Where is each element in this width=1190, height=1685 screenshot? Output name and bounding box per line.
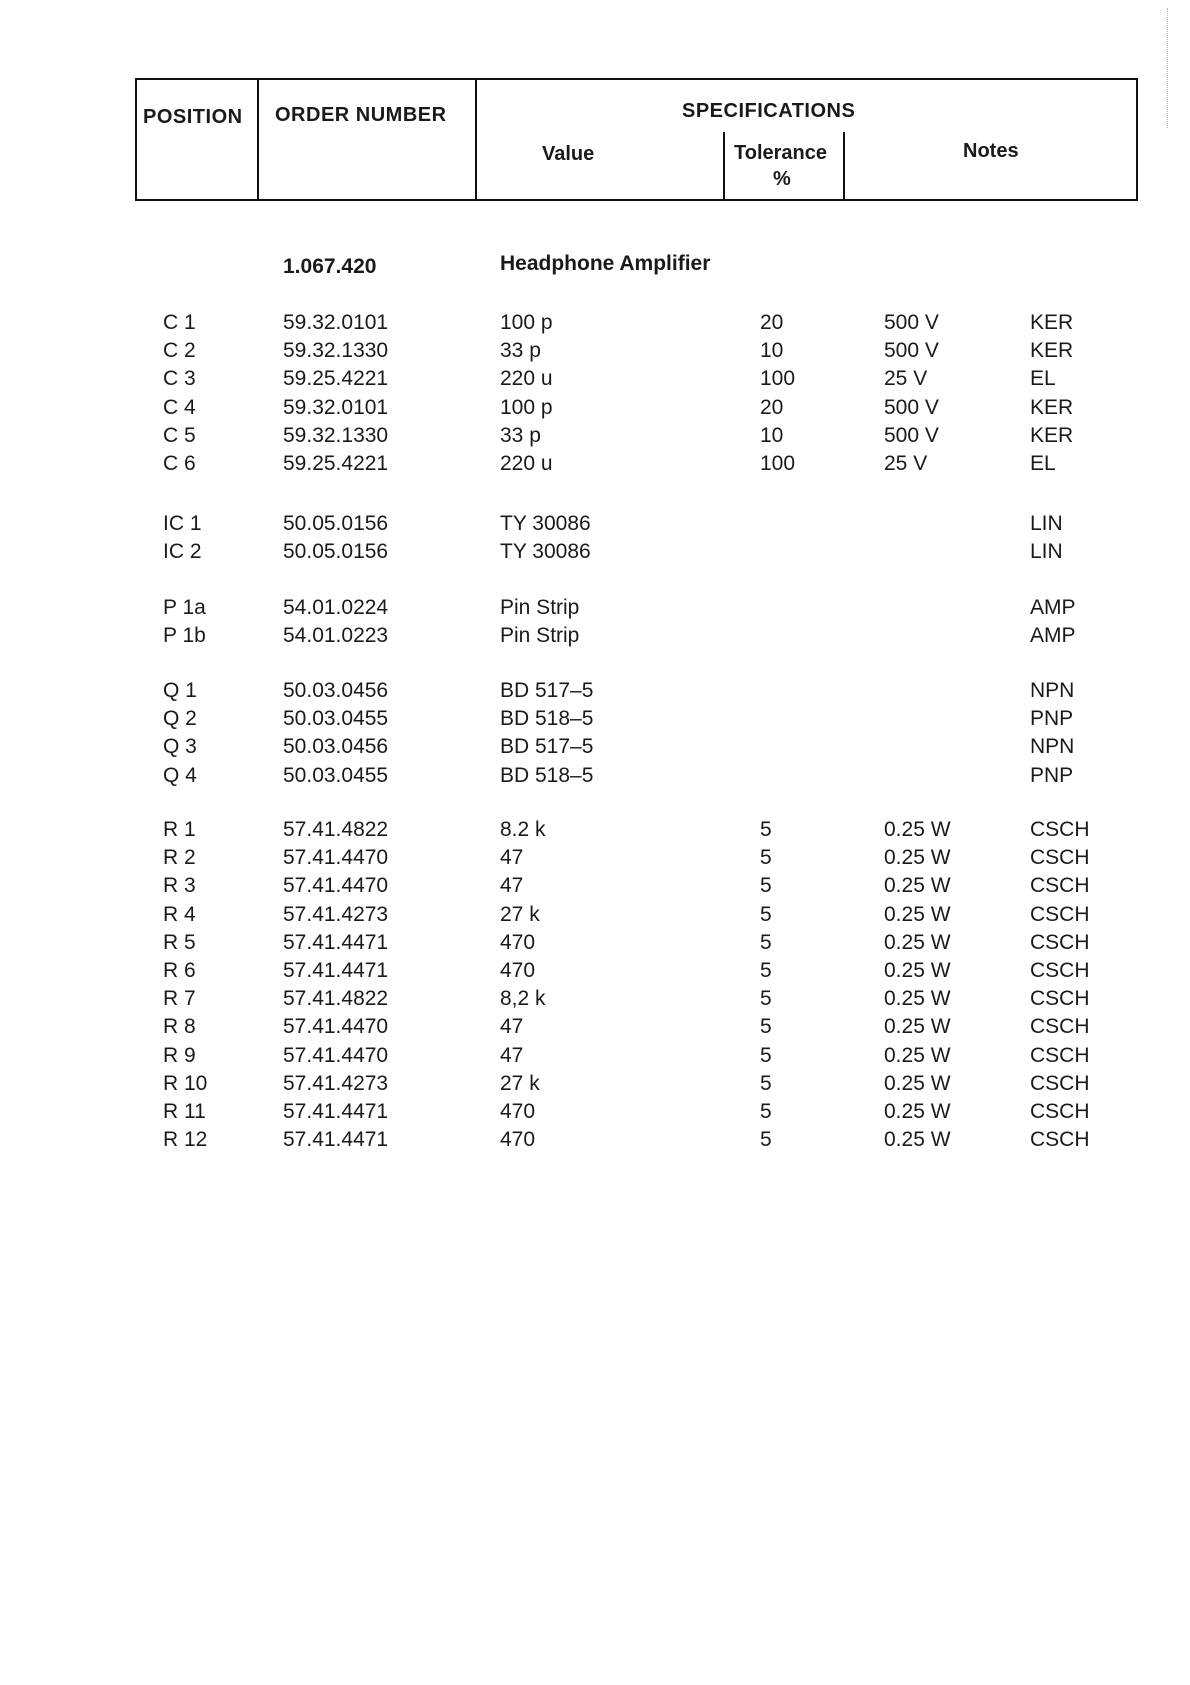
part-position: R 8	[163, 1015, 196, 1039]
assembly-order-number: 1.067.420	[283, 255, 377, 278]
table-row	[0, 1015, 1190, 1043]
part-rating: 0.25 W	[884, 846, 951, 870]
part-value: BD 517–5	[500, 735, 594, 759]
part-rating: 0.25 W	[884, 874, 951, 898]
part-type: CSCH	[1030, 959, 1090, 982]
part-position: P 1b	[163, 624, 206, 648]
part-tolerance: 10	[760, 423, 784, 447]
part-position: R 6	[163, 959, 196, 982]
part-type: CSCH	[1030, 846, 1090, 870]
part-value: 33 p	[500, 423, 541, 447]
part-position: R 7	[163, 987, 196, 1011]
table-row	[0, 903, 1190, 931]
part-tolerance: 10	[760, 339, 784, 363]
part-type: CSCH	[1030, 1015, 1090, 1039]
part-value: 100 p	[500, 311, 553, 334]
header-value: Value	[542, 143, 595, 165]
part-position: R 11	[163, 1100, 206, 1123]
part-value: Pin Strip	[500, 596, 580, 619]
part-value: 27 k	[500, 902, 540, 926]
part-position: C 1	[163, 311, 196, 334]
part-order-number: 50.03.0455	[283, 707, 389, 731]
assembly-title: Headphone Amplifier	[500, 252, 711, 275]
part-rating: 25 V	[884, 367, 928, 391]
part-order-number: 57.41.4471	[283, 930, 389, 954]
part-value: BD 518–5	[500, 707, 594, 731]
part-order-number: 57.41.4822	[283, 818, 389, 841]
part-type: CSCH	[1030, 1100, 1090, 1123]
part-type: AMP	[1030, 624, 1076, 648]
table-row	[0, 818, 1190, 846]
part-position: C 3	[163, 367, 196, 391]
part-value: 33 p	[500, 339, 541, 363]
part-position: IC 1	[163, 512, 202, 535]
part-position: R 4	[163, 902, 196, 926]
part-type: CSCH	[1030, 874, 1090, 898]
table-row	[0, 679, 1190, 707]
part-position: Q 3	[163, 735, 197, 759]
part-order-number: 50.03.0456	[283, 735, 389, 759]
part-position: R 1	[163, 818, 196, 841]
part-type: LIN	[1030, 540, 1063, 564]
part-tolerance: 5	[760, 874, 772, 898]
part-order-number: 50.03.0455	[283, 763, 389, 787]
part-rating: 0.25 W	[884, 818, 951, 841]
parts-table-header	[135, 78, 1138, 201]
part-value: 220 u	[500, 452, 553, 475]
part-position: C 5	[163, 423, 196, 447]
header-position: POSITION	[143, 106, 243, 128]
part-value: TY 30086	[500, 512, 591, 535]
part-position: IC 2	[163, 540, 202, 564]
part-type: CSCH	[1030, 930, 1090, 954]
part-tolerance: 100	[760, 452, 796, 475]
table-row	[0, 764, 1190, 792]
table-row	[0, 452, 1190, 480]
part-value: 8.2 k	[500, 818, 546, 841]
part-order-number: 57.41.4471	[283, 1128, 389, 1152]
part-order-number: 57.41.4822	[283, 987, 389, 1011]
part-value: 470	[500, 930, 536, 954]
part-order-number: 59.32.1330	[283, 423, 389, 447]
part-value: 220 u	[500, 367, 553, 391]
part-order-number: 59.32.0101	[283, 395, 389, 419]
part-value: 47	[500, 874, 524, 898]
part-value: 470	[500, 959, 536, 982]
part-rating: 500 V	[884, 395, 939, 419]
part-order-number: 59.25.4221	[283, 452, 389, 475]
part-order-number: 50.05.0156	[283, 512, 389, 535]
part-tolerance: 5	[760, 930, 772, 954]
header-tolerance: Tolerance	[734, 142, 827, 164]
part-rating: 0.25 W	[884, 930, 951, 954]
part-order-number: 57.41.4470	[283, 1043, 389, 1067]
part-tolerance: 5	[760, 1128, 772, 1152]
part-tolerance: 5	[760, 1071, 772, 1095]
table-row	[0, 735, 1190, 763]
part-tolerance: 5	[760, 818, 772, 841]
table-row	[0, 1100, 1190, 1128]
part-rating: 0.25 W	[884, 987, 951, 1011]
part-rating: 0.25 W	[884, 902, 951, 926]
part-type: NPN	[1030, 735, 1075, 759]
part-order-number: 59.25.4221	[283, 367, 389, 391]
part-tolerance: 5	[760, 846, 772, 870]
part-order-number: 50.05.0156	[283, 540, 389, 564]
part-type: PNP	[1030, 763, 1074, 787]
part-position: R 12	[163, 1128, 208, 1152]
part-type: CSCH	[1030, 1043, 1090, 1067]
part-type: KER	[1030, 311, 1074, 334]
part-order-number: 50.03.0456	[283, 679, 389, 702]
part-rating: 0.25 W	[884, 959, 951, 982]
header-divider-position	[257, 80, 259, 199]
part-position: R 9	[163, 1043, 196, 1067]
part-value: Pin Strip	[500, 624, 580, 648]
part-tolerance: 5	[760, 902, 772, 926]
part-type: PNP	[1030, 707, 1074, 731]
part-order-number: 57.41.4471	[283, 959, 389, 982]
table-row	[0, 339, 1190, 367]
table-row	[0, 1072, 1190, 1100]
part-order-number: 54.01.0224	[283, 596, 389, 619]
part-rating: 500 V	[884, 339, 939, 363]
part-value: 27 k	[500, 1071, 540, 1095]
table-row	[0, 1128, 1190, 1156]
part-position: C 2	[163, 339, 196, 363]
part-value: 47	[500, 1015, 524, 1039]
part-order-number: 59.32.1330	[283, 339, 389, 363]
part-rating: 0.25 W	[884, 1015, 951, 1039]
part-value: BD 517–5	[500, 679, 594, 702]
part-rating: 0.25 W	[884, 1043, 951, 1067]
part-type: LIN	[1030, 512, 1063, 535]
part-type: KER	[1030, 423, 1074, 447]
part-type: KER	[1030, 395, 1074, 419]
table-row	[0, 540, 1190, 568]
header-tolerance-unit: %	[773, 168, 791, 190]
part-order-number: 57.41.4470	[283, 874, 389, 898]
part-type: CSCH	[1030, 902, 1090, 926]
part-rating: 0.25 W	[884, 1128, 951, 1152]
part-tolerance: 20	[760, 311, 784, 334]
table-row	[0, 707, 1190, 735]
part-position: R 2	[163, 846, 196, 870]
table-row	[0, 396, 1190, 424]
table-row	[0, 846, 1190, 874]
part-order-number: 57.41.4470	[283, 846, 389, 870]
part-type: EL	[1030, 452, 1056, 475]
part-value: 470	[500, 1128, 536, 1152]
part-type: AMP	[1030, 596, 1076, 619]
table-row	[0, 512, 1190, 540]
part-tolerance: 100	[760, 367, 796, 391]
part-value: 470	[500, 1100, 536, 1123]
part-order-number: 57.41.4471	[283, 1100, 389, 1123]
part-type: CSCH	[1030, 987, 1090, 1011]
part-type: EL	[1030, 367, 1056, 391]
part-tolerance: 20	[760, 395, 784, 419]
part-value: 47	[500, 1043, 524, 1067]
part-type: NPN	[1030, 679, 1075, 702]
table-row	[0, 367, 1190, 395]
part-type: CSCH	[1030, 818, 1090, 841]
part-position: Q 2	[163, 707, 197, 731]
part-position: C 6	[163, 452, 196, 475]
part-value: TY 30086	[500, 540, 591, 564]
part-order-number: 54.01.0223	[283, 624, 389, 648]
table-row	[0, 987, 1190, 1015]
header-specifications: SPECIFICATIONS	[682, 100, 856, 122]
table-row	[0, 874, 1190, 902]
part-order-number: 57.41.4273	[283, 1071, 389, 1095]
header-order-number: ORDER NUMBER	[275, 104, 447, 126]
part-value: 47	[500, 846, 524, 870]
part-tolerance: 5	[760, 987, 772, 1011]
table-row	[0, 424, 1190, 452]
table-row	[0, 624, 1190, 652]
part-value: BD 518–5	[500, 763, 594, 787]
part-value: 8,2 k	[500, 987, 546, 1011]
header-divider-tolerance	[843, 132, 845, 199]
header-divider-value	[723, 132, 725, 199]
header-notes: Notes	[963, 140, 1019, 162]
part-rating: 0.25 W	[884, 1071, 951, 1095]
part-value: 100 p	[500, 395, 553, 419]
part-type: KER	[1030, 339, 1074, 363]
part-order-number: 57.41.4470	[283, 1015, 389, 1039]
part-position: R 5	[163, 930, 196, 954]
header-divider-order	[475, 80, 477, 199]
part-rating: 500 V	[884, 423, 939, 447]
part-position: Q 4	[163, 763, 197, 787]
part-position: R 3	[163, 874, 196, 898]
part-position: P 1a	[163, 596, 206, 619]
part-rating: 25 V	[884, 452, 928, 475]
part-rating: 0.25 W	[884, 1100, 951, 1123]
table-row	[0, 1044, 1190, 1072]
part-type: CSCH	[1030, 1128, 1090, 1152]
table-row	[0, 311, 1190, 339]
part-tolerance: 5	[760, 959, 772, 982]
table-row	[0, 596, 1190, 624]
part-tolerance: 5	[760, 1043, 772, 1067]
part-position: Q 1	[163, 679, 197, 702]
part-position: C 4	[163, 395, 196, 419]
part-tolerance: 5	[760, 1100, 772, 1123]
part-type: CSCH	[1030, 1071, 1090, 1095]
part-order-number: 57.41.4273	[283, 902, 389, 926]
scan-edge-marks	[1161, 8, 1168, 128]
table-row	[0, 931, 1190, 959]
part-order-number: 59.32.0101	[283, 311, 389, 334]
part-tolerance: 5	[760, 1015, 772, 1039]
part-position: R 10	[163, 1071, 208, 1095]
part-rating: 500 V	[884, 311, 939, 334]
table-row	[0, 959, 1190, 987]
